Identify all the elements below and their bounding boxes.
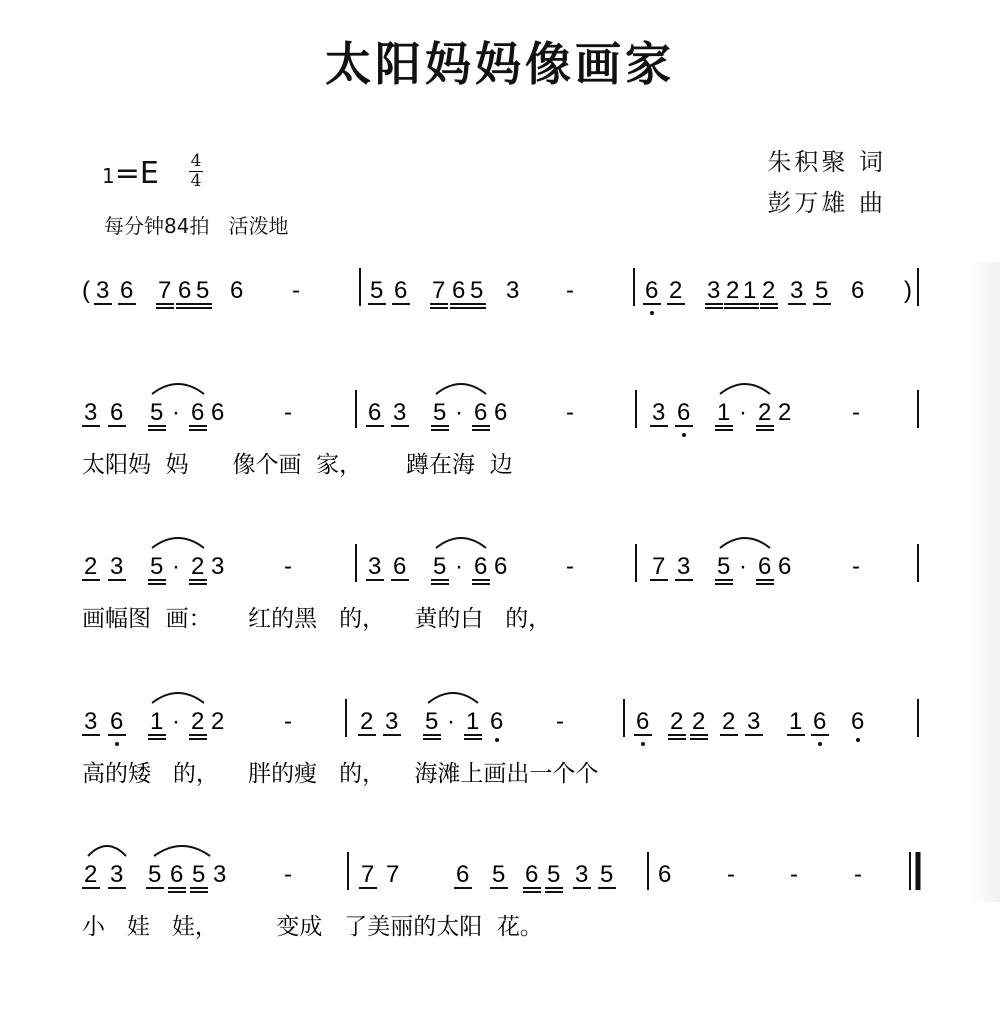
note: 2 xyxy=(191,553,205,580)
note: 6 xyxy=(677,399,691,426)
low-octave-dot xyxy=(856,738,860,742)
note: 6 xyxy=(490,708,504,735)
note: 3 xyxy=(96,277,110,304)
slur-arc xyxy=(152,538,204,548)
low-octave-dot xyxy=(818,742,822,746)
low-octave-dot xyxy=(650,311,654,315)
note: 6 xyxy=(456,861,470,888)
note: 6 xyxy=(525,861,539,888)
slur-arc xyxy=(152,384,204,394)
note: 6 xyxy=(368,399,382,426)
hold-dash: - xyxy=(566,399,574,426)
note: 6 xyxy=(211,399,225,426)
note: 6 xyxy=(645,277,659,304)
note: 6 xyxy=(110,399,124,426)
hold-dash: - xyxy=(284,399,292,426)
song-title: 太阳妈妈像画家 xyxy=(325,37,675,91)
note: 6 xyxy=(851,708,865,735)
note: 6 xyxy=(474,399,488,426)
note: 1 xyxy=(789,708,803,735)
augmentation-dot: · xyxy=(172,399,180,426)
note: 2 xyxy=(762,277,776,304)
augmentation-dot: · xyxy=(739,399,747,426)
note: 6 xyxy=(393,553,407,580)
note: 2 xyxy=(669,277,683,304)
bracket: ( xyxy=(82,277,90,304)
bracket: ) xyxy=(904,277,912,304)
composer-credit: 彭万雄 曲 xyxy=(767,189,886,217)
note: 5 xyxy=(148,861,162,888)
note: 6 xyxy=(494,399,508,426)
note: 7 xyxy=(361,861,375,888)
note: 3 xyxy=(84,708,98,735)
note: 2 xyxy=(722,708,736,735)
note: 1 xyxy=(717,399,731,426)
note: 5 xyxy=(433,399,447,426)
note: 5 xyxy=(600,861,614,888)
lyric-line: 太阳妈 妈 像个画 家， 蹲在海 边 xyxy=(82,452,513,478)
note: 6 xyxy=(170,861,184,888)
note: 5 xyxy=(433,553,447,580)
note: 6 xyxy=(230,277,244,304)
note: 2 xyxy=(670,708,684,735)
hold-dash: - xyxy=(852,553,860,580)
slur-arc xyxy=(154,846,210,856)
hold-dash: - xyxy=(727,861,735,888)
note: 1 xyxy=(743,277,757,304)
note: 3 xyxy=(707,277,721,304)
note: 3 xyxy=(506,277,520,304)
note: 6 xyxy=(452,277,466,304)
low-octave-dot xyxy=(682,433,686,437)
note: 6 xyxy=(658,861,672,888)
lyricist-credit: 朱积聚 词 xyxy=(767,148,886,176)
note: 6 xyxy=(191,399,205,426)
note: 2 xyxy=(758,399,772,426)
hold-dash: - xyxy=(556,708,564,735)
note: 5 xyxy=(196,277,210,304)
augmentation-dot: · xyxy=(739,553,747,580)
note: 6 xyxy=(851,277,865,304)
slur-arc xyxy=(436,538,486,548)
note: 5 xyxy=(547,861,561,888)
note: 3 xyxy=(211,553,225,580)
slur-arc xyxy=(88,846,126,856)
lyric-line: 画幅图 画： 红的黑 的， 黄的白 的， xyxy=(82,606,552,632)
note: 2 xyxy=(778,399,792,426)
note: 3 xyxy=(575,861,589,888)
note: 5 xyxy=(425,708,439,735)
key-label: =E xyxy=(114,156,159,191)
hold-dash: - xyxy=(284,708,292,735)
note: 2 xyxy=(360,708,374,735)
note: 3 xyxy=(385,708,399,735)
note: 7 xyxy=(652,553,666,580)
hold-dash: - xyxy=(284,861,292,888)
low-octave-dot xyxy=(115,742,119,746)
note: 2 xyxy=(211,708,225,735)
note: 5 xyxy=(150,553,164,580)
note: 6 xyxy=(494,553,508,580)
hold-dash: - xyxy=(284,553,292,580)
note: 3 xyxy=(84,399,98,426)
note: 2 xyxy=(84,553,98,580)
note: 6 xyxy=(110,708,124,735)
low-octave-dot xyxy=(641,742,645,746)
hold-dash: - xyxy=(566,553,574,580)
slur-arc xyxy=(152,693,204,703)
note: 5 xyxy=(192,861,206,888)
note: 3 xyxy=(747,708,761,735)
note: 3 xyxy=(790,277,804,304)
note: 5 xyxy=(717,553,731,580)
note: 5 xyxy=(370,277,384,304)
augmentation-dot: · xyxy=(455,553,463,580)
key-one: 1 xyxy=(102,164,115,188)
time-sig-bottom: 4 xyxy=(190,171,202,191)
note: 6 xyxy=(120,277,134,304)
note: 1 xyxy=(466,708,480,735)
note: 7 xyxy=(158,277,172,304)
note: 3 xyxy=(393,399,407,426)
augmentation-dot: · xyxy=(172,553,180,580)
note: 7 xyxy=(432,277,446,304)
note: 5 xyxy=(815,277,829,304)
note: 7 xyxy=(386,861,400,888)
hold-dash: - xyxy=(566,277,574,304)
note: 2 xyxy=(726,277,740,304)
note: 3 xyxy=(652,399,666,426)
note: 3 xyxy=(110,553,124,580)
note: 5 xyxy=(470,277,484,304)
hold-dash: - xyxy=(292,277,300,304)
low-octave-dot xyxy=(495,738,499,742)
note: 5 xyxy=(150,399,164,426)
note: 3 xyxy=(110,861,124,888)
slur-arc xyxy=(428,693,478,703)
note: 6 xyxy=(178,277,192,304)
note: 3 xyxy=(213,861,227,888)
note: 6 xyxy=(778,553,792,580)
slur-arc xyxy=(720,538,770,548)
augmentation-dot: · xyxy=(447,708,455,735)
note: 2 xyxy=(692,708,706,735)
augmentation-dot: · xyxy=(172,708,180,735)
lyric-line: 高的矮 的， 胖的瘦 的， 海滩上画出一个个 xyxy=(82,761,599,787)
note: 6 xyxy=(813,708,827,735)
note: 2 xyxy=(84,861,98,888)
time-sig-top: 4 xyxy=(190,151,202,171)
note: 2 xyxy=(191,708,205,735)
note: 6 xyxy=(394,277,408,304)
note: 6 xyxy=(758,553,772,580)
tempo-marking: 每分钟84拍 活泼地 xyxy=(104,214,289,238)
note: 6 xyxy=(474,553,488,580)
note: 3 xyxy=(368,553,382,580)
note: 1 xyxy=(150,708,164,735)
augmentation-dot: · xyxy=(455,399,463,426)
lyric-line: 小 娃 娃， 变成 了美丽的太阳 花。 xyxy=(82,914,543,940)
note: 5 xyxy=(492,861,506,888)
hold-dash: - xyxy=(854,861,862,888)
hold-dash: - xyxy=(790,861,798,888)
slur-arc xyxy=(436,384,486,394)
note: 6 xyxy=(636,708,650,735)
hold-dash: - xyxy=(852,399,860,426)
note: 3 xyxy=(677,553,691,580)
slur-arc xyxy=(720,384,770,394)
